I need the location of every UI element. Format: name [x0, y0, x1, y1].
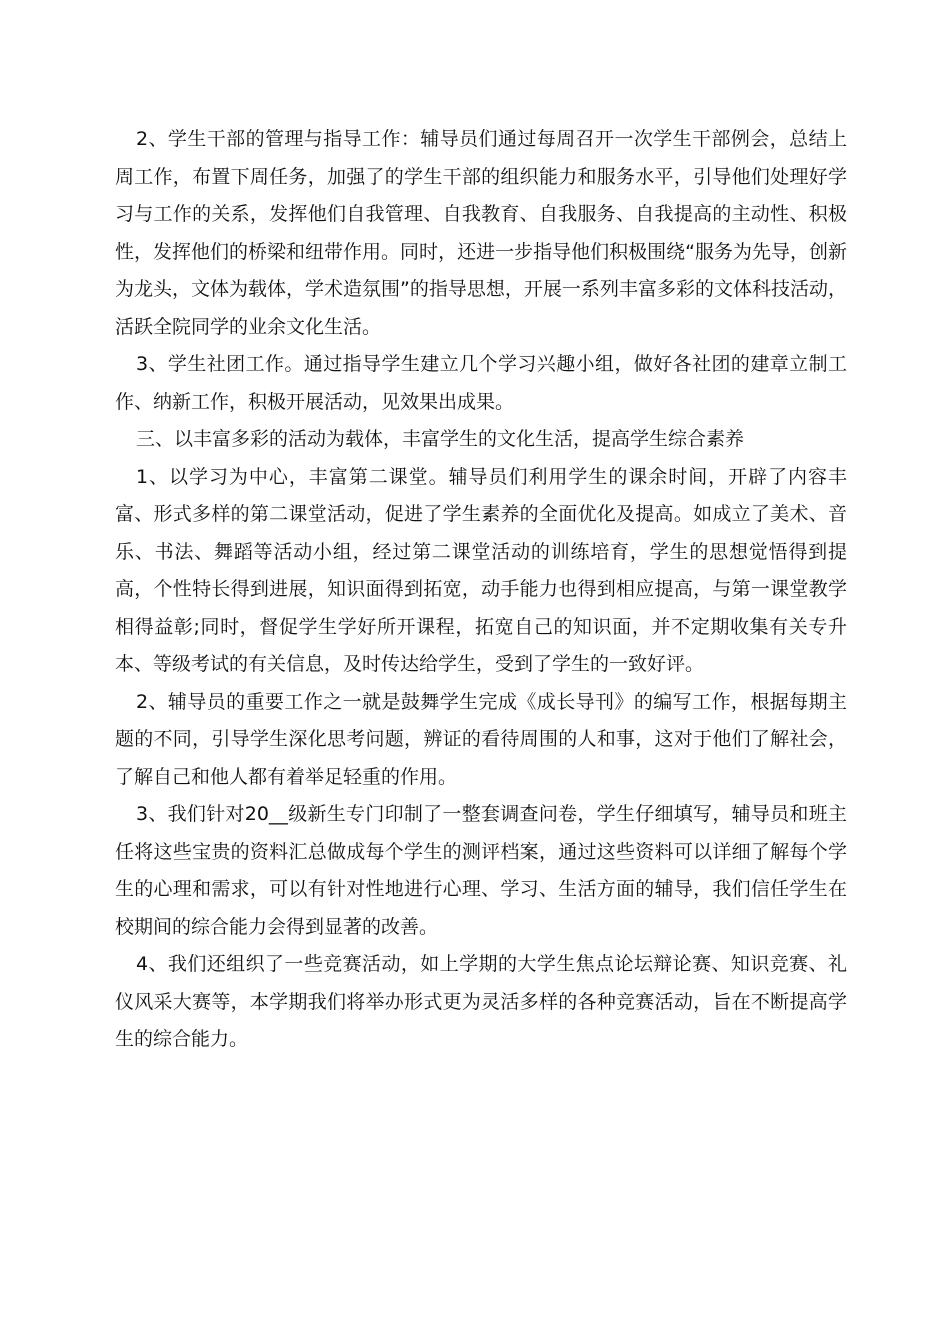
paragraph-growth-journal: 2、辅导员的重要工作之一就是鼓舞学生完成《成长导刊》的编写工作，根据每期主题的不同，引导学生深化思考问题，辨证的看待周围的人和事，这对于他们了解社会，了解自己和他人都有着举足轻重的作用。: [115, 690, 847, 788]
paragraph-student-clubs: 3、学生社团工作。通过指导学生建立几个学习兴趣小组，做好各社团的建章立制工作、纳新工作，积极开展活动，见效果出成果。: [115, 353, 847, 413]
paragraph-student-cadre-management: 2、学生干部的管理与指导工作：辅导员们通过每周召开一次学生干部例会，总结上周工作，布置下周任务，加强了的学生干部的组织能力和服务水平，引导他们处理好学习与工作的关系，发挥他们自我管理、自我教育、自我服务、自我提高的主动性、积极性，发挥他们的桥梁和纽带作用。同时，还进一步指导他们积极围绕“服务为先导，创新为龙头，文体为载体，学术造氛围”的指导思想，开展一系列丰富多彩的文体科技活动，活跃全院同学的业余文化生活。: [115, 128, 847, 338]
paragraph-questionnaire: 3、我们针对20__级新生专门印制了一整套调查问卷，学生仔细填写，辅导员和班主任将这些宝贵的资料汇总做成每个学生的测评档案，通过这些资料可以详细了解每个学生的心理和需求，可以有针对性地进行心理、学习、生活方面的辅导，我们信任学生在校期间的综合能力会得到显著的改善。: [115, 803, 847, 938]
paragraph-competitions: 4、我们还组织了一些竞赛活动，如上学期的大学生焦点论坛辩论赛、知识竞赛、礼仪风采大赛等，本学期我们将举办形式更为灵活多样的各种竞赛活动，旨在不断提高学生的综合能力。: [115, 953, 847, 1050]
section-heading-activities: 三、以丰富多彩的活动为载体，丰富学生的文化生活，提高学生综合素养: [136, 428, 745, 450]
paragraph-second-classroom: 1、以学习为中心，丰富第二课堂。辅导员们利用学生的课余时间，开辟了内容丰富、形式多样的第二课堂活动，促进了学生素养的全面优化及提高。如成立了美术、音乐、书法、舞蹈等活动小组，经过第二课堂活动的训练培育，学生的思想觉悟得到提高，个性特长得到进展，知识面得到拓宽，动手能力也得到相应提高，与第一课堂教学相得益彰;同时，督促学生学好所开课程，拓宽自己的知识面，并不定期收集有关专升本、等级考试的有关信息，及时传达给学生，受到了学生的一致好评。: [115, 465, 847, 675]
document-body: [115, 121, 847, 1059]
